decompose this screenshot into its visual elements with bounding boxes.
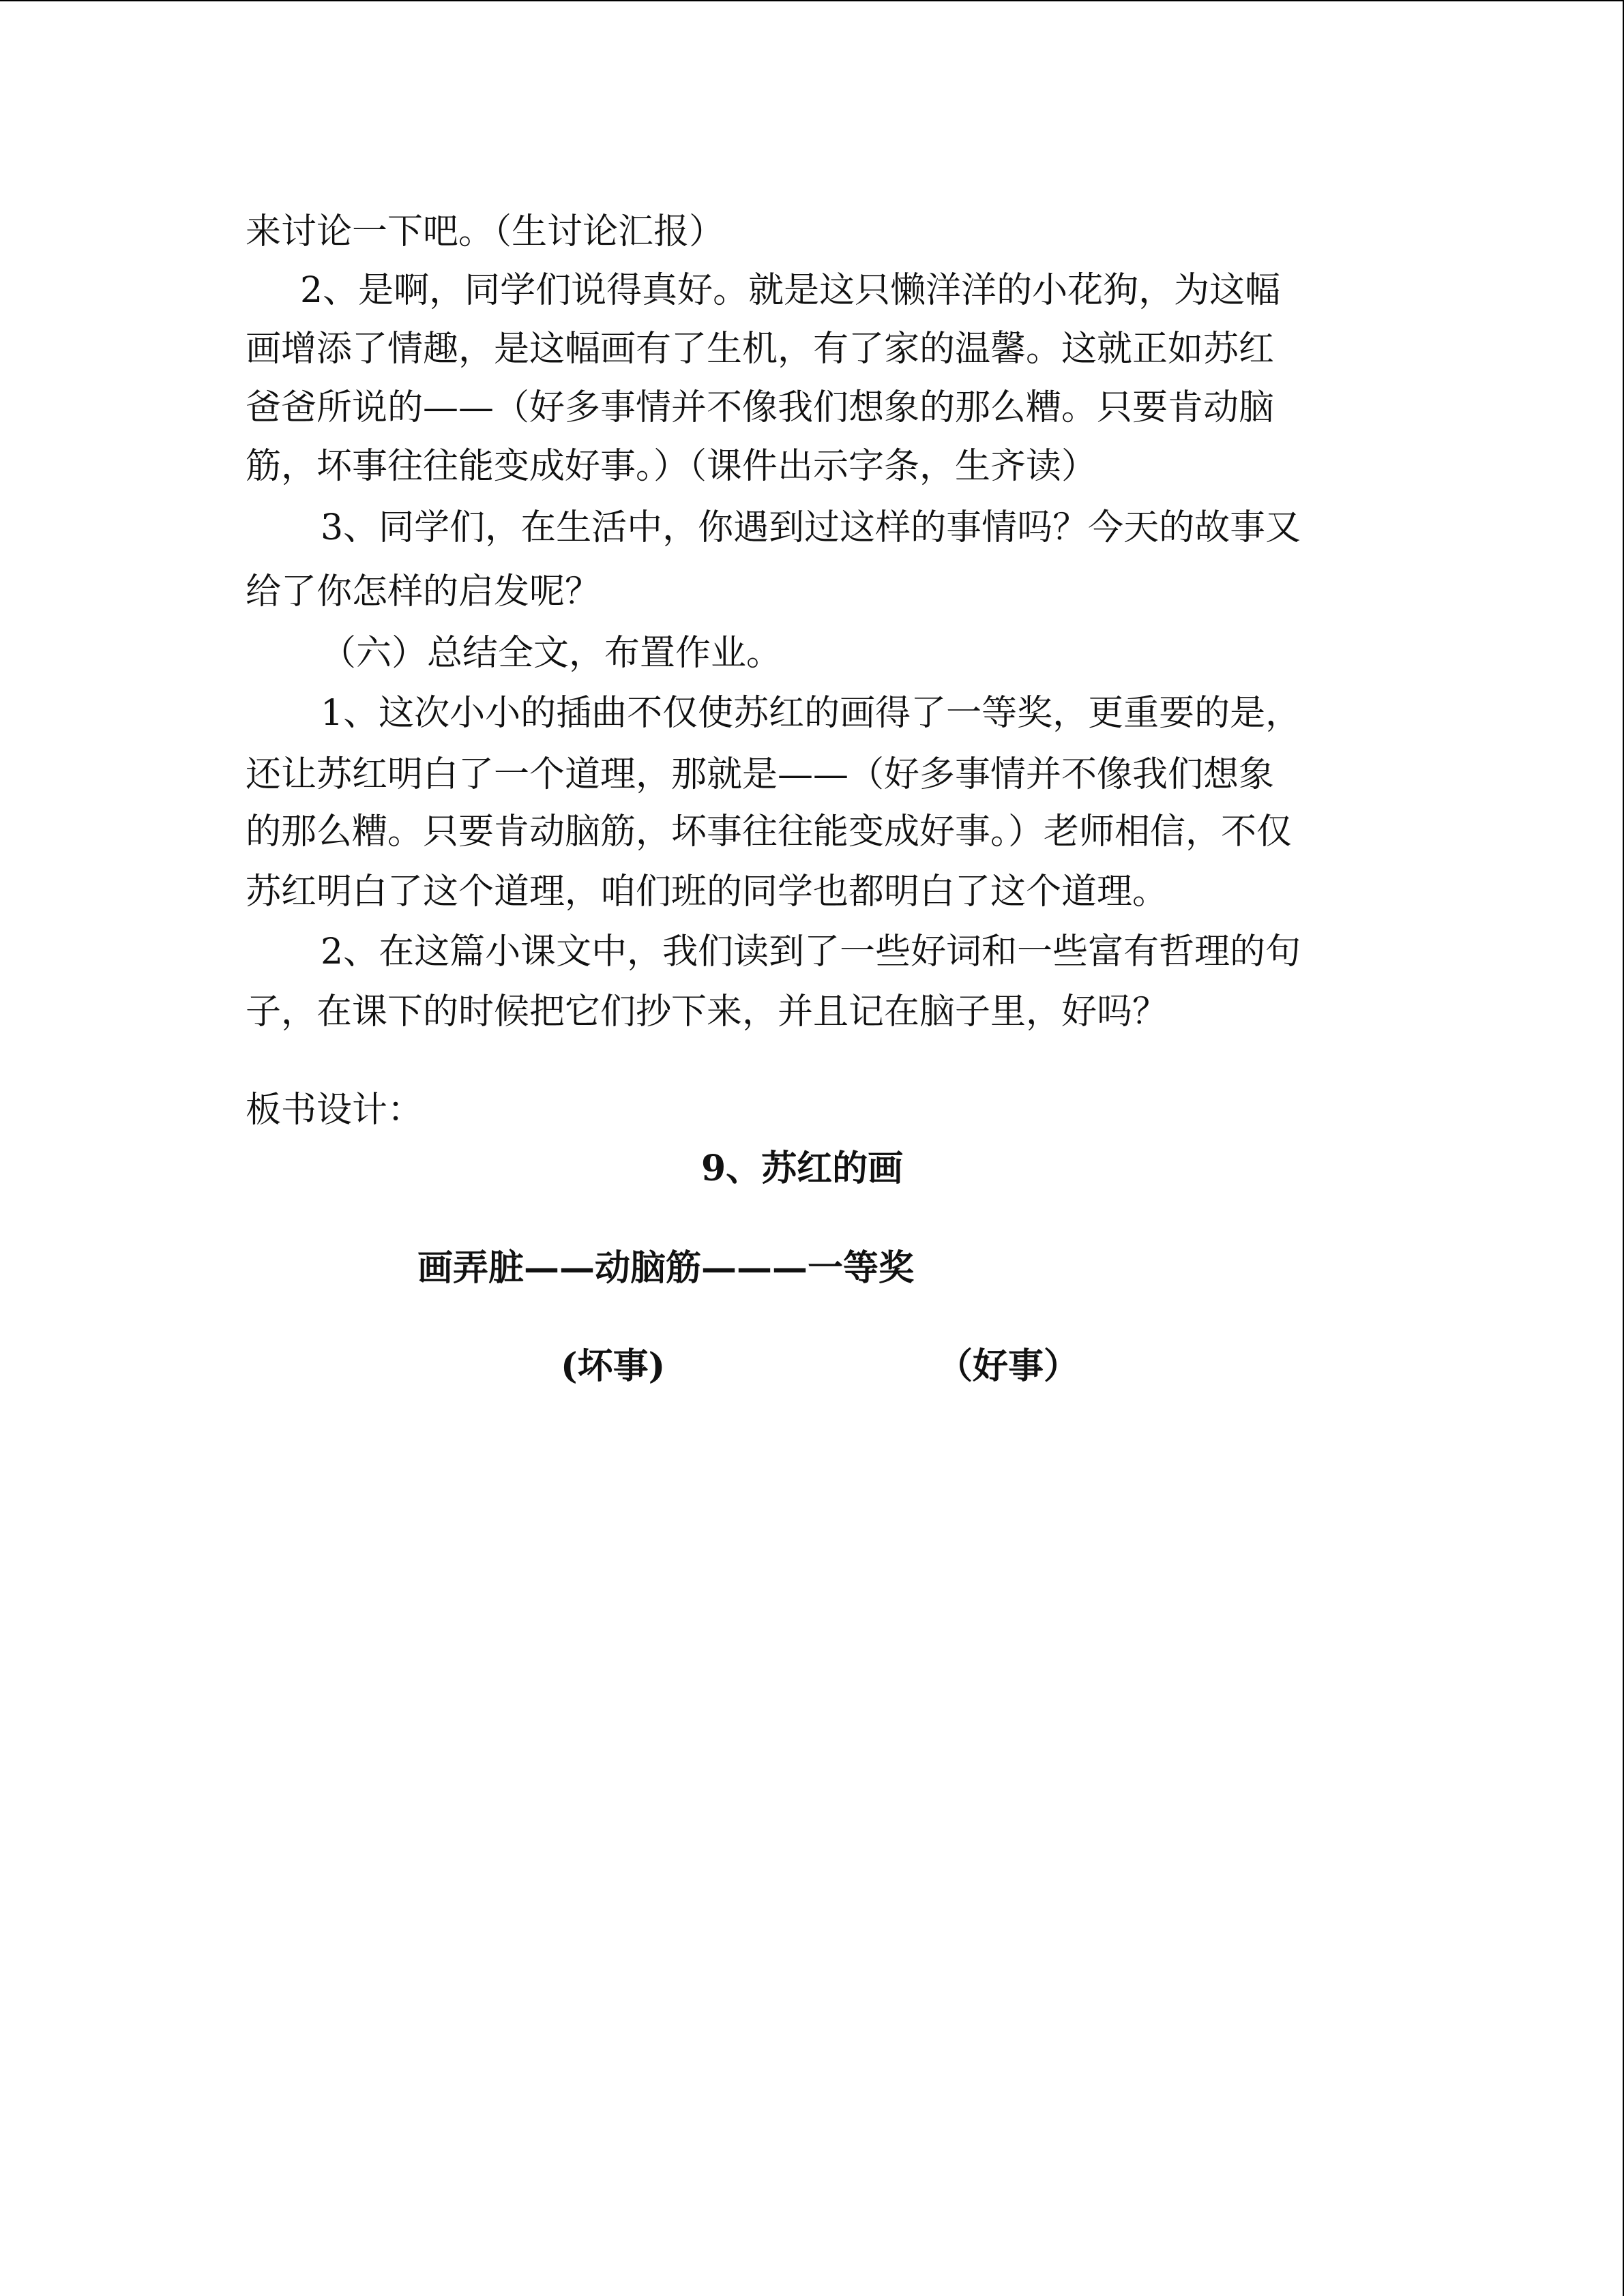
paragraph-line: 苏红明白了这个道理，咱们班的同学也都明白了这个道理。 (246, 871, 1168, 912)
board-design-good: （好事） (937, 1345, 1080, 1387)
paragraph-line: 筋，坏事往往能变成好事。）（课件出示字条，生齐读） (246, 446, 1097, 487)
board-design-flow: 画弄脏——动脑筋———一等奖 (417, 1247, 915, 1289)
paragraph-line: 画增添了情趣，是这幅画有了生机，有了家的温馨。这就正如苏红 (246, 329, 1275, 370)
board-design-title: 9、苏红的画 (701, 1148, 904, 1189)
paragraph-line: 1、这次小小的插曲不仅使苏红的画得了一等奖，更重要的是， (321, 693, 1301, 734)
paragraph-line: 爸爸所说的——（好多事情并不像我们想象的那么糟。只要肯动脑 (246, 387, 1275, 428)
paragraph-line: 给了你怎样的启发呢？ (246, 571, 601, 612)
paragraph-line: 子，在课下的时候把它们抄下来，并且记在脑子里，好吗？ (246, 992, 1168, 1032)
section-heading: （六）总结全文，布置作业。 (321, 633, 782, 674)
paragraph-line: 2、是啊，同学们说得真好。就是这只懒洋洋的小花狗，为这幅 (300, 270, 1281, 311)
paragraph-line: 2、在这篇小课文中，我们读到了一些好词和一些富有哲理的句 (321, 931, 1301, 972)
board-design-label: 板书设计： (246, 1090, 424, 1131)
paragraph-line: 还让苏红明白了一个道理，那就是——（好多事情并不像我们想象 (246, 754, 1275, 795)
paragraph-line: 3、同学们，在生活中，你遇到过这样的事情吗？今天的故事又 (321, 507, 1301, 548)
paragraph-line: 来讨论一下吧。（生讨论汇报） (246, 211, 725, 252)
board-design-bad: (坏事) (561, 1345, 666, 1387)
paragraph-line: 的那么糟。只要肯动脑筋，坏事往往能变成好事。）老师相信，不仅 (246, 811, 1293, 852)
